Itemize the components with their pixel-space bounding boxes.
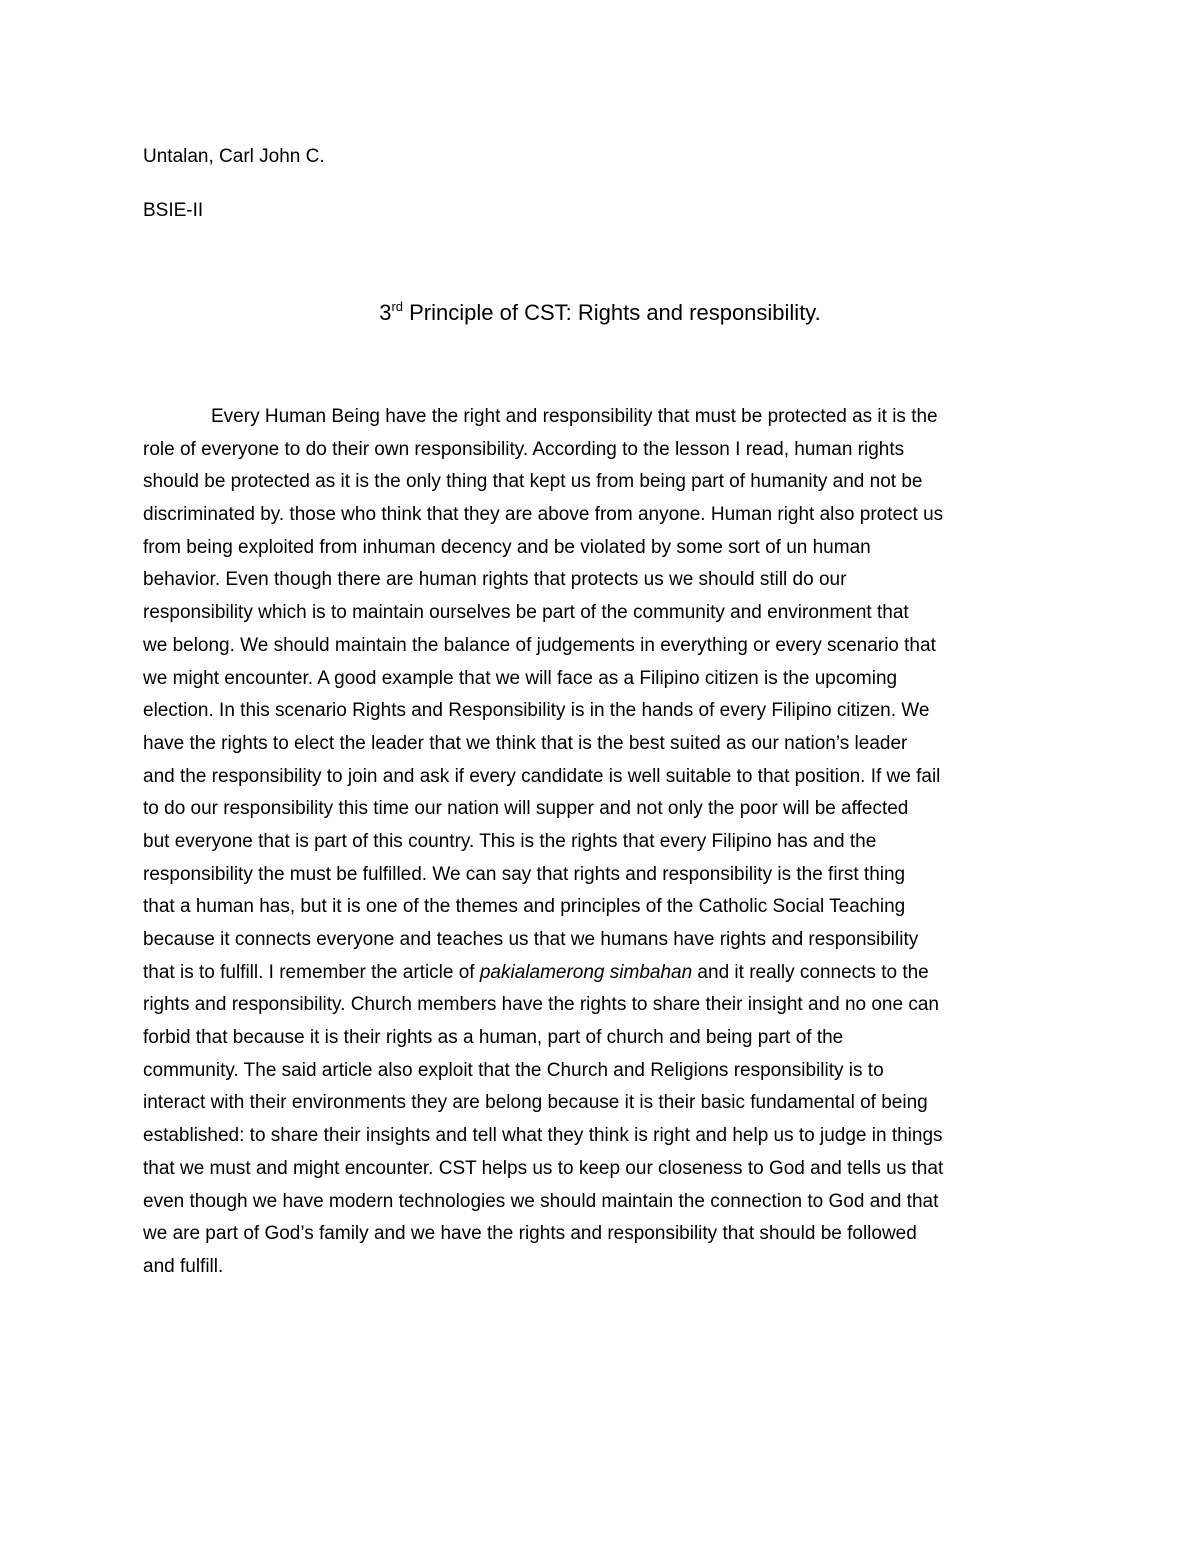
author-name: Untalan, Carl John C.: [143, 146, 325, 167]
body-line: community. The said article also exploit that the Church and Religions responsibility is to: [143, 1059, 884, 1081]
body-line: we are part of God’s family and we have the rights and responsibility that should be followed: [143, 1223, 917, 1245]
line-text-before: that is to fulfill. I remember the article of: [143, 961, 480, 983]
body-line: we might encounter. A good example that we will face as a Filipino citizen is the upcoming: [143, 667, 898, 689]
body-line: role of everyone to do their own responsibility. According to the lesson I read, human rights: [143, 438, 905, 460]
body-line: Every Human Being have the right and responsibility that must be protected as it is the: [211, 406, 938, 427]
body-line: and fulfill.: [143, 1255, 224, 1277]
body-line: that a human has, but it is one of the themes and principles of the Catholic Social Teaching: [143, 896, 906, 918]
body-line: should be protected as it is the only thing that kept us from being part of humanity and not be: [143, 471, 923, 493]
body-line: from being exploited from inhuman decency and be violated by some sort of un human: [143, 536, 871, 558]
document-title: [0, 298, 1200, 331]
body-line: discriminated by. those who think that they are above from anyone. Human right also protect us: [143, 504, 944, 526]
body-line: election. In this scenario Rights and Responsibility is in the hands of every Filipino citizen. We: [143, 700, 930, 722]
title-text: Principle of CST: Rights and responsibility.: [409, 300, 821, 325]
body-line: responsibility which is to maintain ourselves be part of the community and environment that: [143, 602, 909, 624]
body-line: we belong. We should maintain the balance of judgements in everything or every scenario that: [143, 634, 936, 656]
program-name: BSIE-II: [143, 200, 204, 221]
body-line: that we must and might encounter. CST helps us to keep our closeness to God and tells us that: [143, 1157, 944, 1179]
body-line: responsibility the must be fulfilled. We can say that rights and responsibility is the first thing: [143, 863, 906, 885]
body-line: have the rights to elect the leader that we think that is the best suited as our nation’s leader: [143, 732, 908, 754]
body-line: even though we have modern technologies we should maintain the connection to God and that: [143, 1190, 939, 1212]
body-line-with-italic: [143, 957, 1083, 990]
body-line: established: to share their insights and tell what they think is right and help us to judge in things: [143, 1125, 943, 1147]
body-line: rights and responsibility. Church members have the rights to share their insight and no one can: [143, 994, 939, 1016]
body-paragraph: [143, 401, 1083, 1284]
body-line: interact with their environments they are belong because it is their basic fundamental of being: [143, 1092, 928, 1114]
body-line: forbid that because it is their rights as a human, part of church and being part of the: [143, 1027, 844, 1049]
title-ordinal-suffix: rd: [391, 299, 403, 314]
article-title-italic: pakialamerong simbahan: [479, 961, 693, 983]
line-text-after: and it really connects to the: [692, 961, 929, 983]
body-line: and the responsibility to join and ask if every candidate is well suitable to that position. If we fail: [143, 765, 941, 787]
title-ordinal-number: 3: [379, 300, 392, 325]
body-line: behavior. Even though there are human rights that protects us we should still do our: [143, 569, 847, 591]
body-line: because it connects everyone and teaches us that we humans have rights and responsibility: [143, 929, 919, 950]
body-line: but everyone that is part of this country. This is the rights that every Filipino has and the: [143, 830, 877, 852]
body-line: to do our responsibility this time our nation will supper and not only the poor will be affected: [143, 798, 909, 820]
